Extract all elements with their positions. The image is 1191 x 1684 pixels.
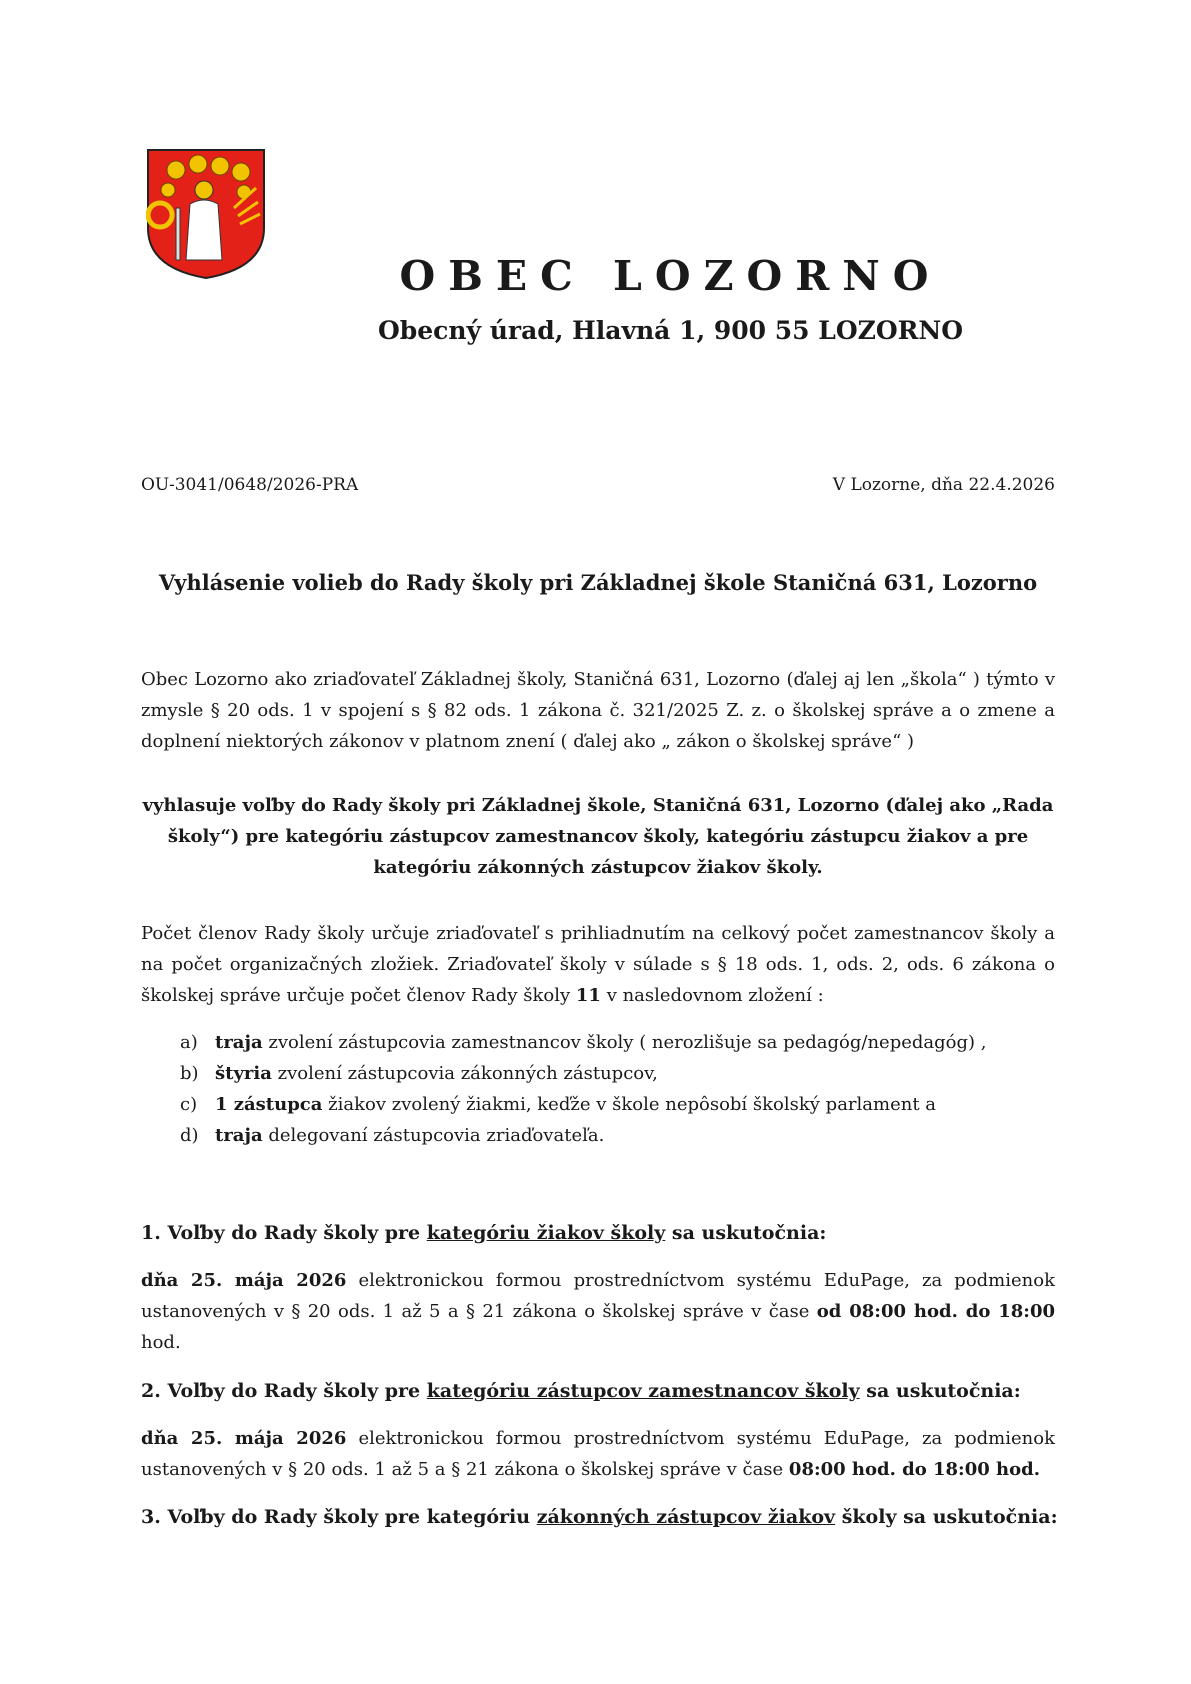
- section-title-underlined: kategóriu žiakov školy: [426, 1222, 666, 1244]
- list-item-bold: traja: [215, 1032, 263, 1053]
- composition-text-before: Počet členov Rady školy určuje zriaďovateľ s prihliadnutím na celkový počet zamestnancov školy a na počet organizačných zložiek. Zriaďovateľ školy v súlade s § 18 ods. 1, ods. 2, ods. 6 zákona o školskej správe určuje počet členov Rady školy: [141, 923, 1055, 1006]
- list-item-bold: traja: [215, 1125, 263, 1146]
- list-marker: d): [180, 1125, 199, 1146]
- section-title-suffix: sa uskutočnia:: [859, 1380, 1021, 1402]
- list-item: [180, 1027, 987, 1058]
- section-title-prefix: 1. Voľby do Rady školy pre: [141, 1222, 427, 1244]
- section-title-suffix: školy sa uskutočnia:: [835, 1506, 1058, 1528]
- place-date: V Lozorne, dňa 22.4.2026: [832, 475, 1055, 495]
- section-title-prefix: 2. Voľby do Rady školy pre: [141, 1380, 427, 1402]
- list-item: [180, 1120, 987, 1151]
- list-item-bold: štyria: [215, 1063, 272, 1084]
- list-item: [180, 1058, 987, 1089]
- section-1-title: [141, 1222, 826, 1244]
- section-body-text: elektronickou formou prostredníctvom systému EduPage, za podmienok ustanovených v § 20 ods. 1 až 5 a § 21 zákona o školskej správe v čase: [141, 1428, 1056, 1480]
- section-date: dňa 25. mája 2026: [141, 1428, 347, 1449]
- composition-text-after: v nasledovnom zložení :: [600, 985, 824, 1006]
- page-title: OBEC LOZORNO: [399, 252, 942, 300]
- section-date: dňa 25. mája 2026: [141, 1270, 347, 1291]
- intro-paragraph: Obec Lozorno ako zriaďovateľ Základnej školy, Staničná 631, Lozorno (ďalej aj len „škola“ ) týmto v zmysle § 20 ods. 1 v spojení s § 82 ods. 1 zákona č. 321/2025 Z. z. o školskej správe a o zmene a doplnení niektorých zákonov v platnom znení ( ďalej ako „ zákon o školskej správe“ ): [141, 669, 1055, 752]
- list-marker: b): [180, 1063, 199, 1084]
- section-title-underlined: zákonných zástupcov žiakov: [536, 1506, 836, 1528]
- list-item: [180, 1089, 987, 1120]
- announcement-paragraph: vyhlasuje voľby do Rady školy pri Základnej škole, Staničná 631, Lozorno (ďalej ako „Rada školy“) pre kategóriu zástupcov zamestnancov školy, kategóriu zástupcu žiakov a pre kategóriu zákonných zástupcov žiakov školy.: [142, 795, 1054, 878]
- list-item-text: zvolení zástupcovia zákonných zástupcov,: [271, 1063, 658, 1084]
- section-title-prefix: 3. Voľby do Rady školy pre kategóriu: [141, 1506, 537, 1528]
- composition-paragraph: [141, 918, 1055, 1011]
- member-count: 11: [575, 985, 601, 1006]
- list-item-text: delegovaní zástupcovia zriaďovateľa.: [262, 1125, 605, 1146]
- list-marker: c): [180, 1094, 198, 1115]
- members-list: [180, 1027, 987, 1151]
- section-body-text: elektronickou formou prostredníctvom systému EduPage, za podmienok ustanovených v § 20 ods. 1 až 5 a § 21 zákona o školskej správe v čase: [141, 1270, 1056, 1322]
- section-2-title: [141, 1380, 1021, 1402]
- reference-number: OU-3041/0648/2026-PRA: [141, 475, 359, 495]
- section-time: od 08:00 hod. do 18:00: [816, 1301, 1055, 1322]
- office-address: Obecný úrad, Hlavná 1, 900 55 LOZORNO: [377, 316, 964, 345]
- section-body-tail: hod.: [141, 1332, 181, 1353]
- list-item-text: žiakov zvolený žiakmi, keďže v škole nepôsobí školský parlament a: [322, 1094, 937, 1115]
- section-title-underlined: kategóriu zástupcov zamestnancov školy: [426, 1380, 860, 1402]
- section-1-body: [141, 1265, 1055, 1358]
- section-title-suffix: sa uskutočnia:: [665, 1222, 827, 1244]
- document-heading: Vyhlásenie volieb do Rady školy pri Základnej škole Staničná 631, Lozorno: [158, 570, 1038, 595]
- list-item-bold: 1 zástupca: [215, 1094, 323, 1115]
- section-3-title: [141, 1506, 1058, 1528]
- list-item-text: zvolení zástupcovia zamestnancov školy ( nerozlišuje sa pedagóg/nepedagóg) ,: [262, 1032, 987, 1053]
- list-marker: a): [180, 1032, 198, 1053]
- section-2-body: [141, 1423, 1055, 1485]
- section-time: 08:00 hod. do 18:00 hod.: [788, 1459, 1040, 1480]
